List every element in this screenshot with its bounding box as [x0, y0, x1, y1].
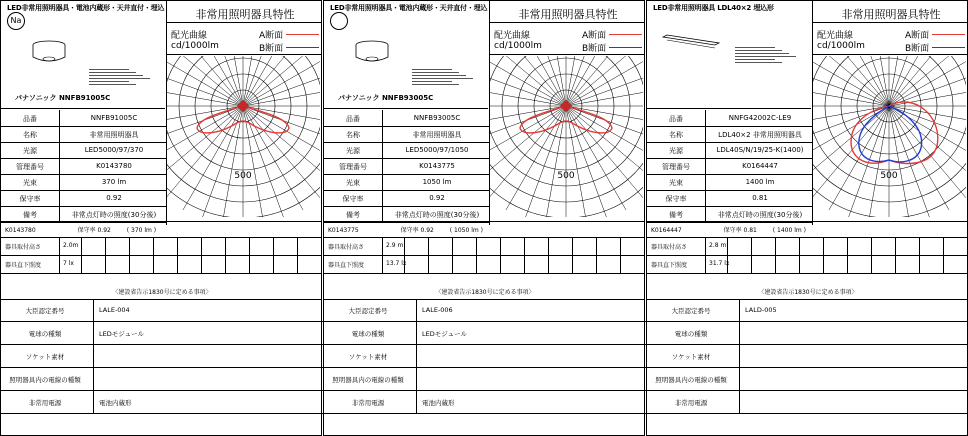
polar-spoke: [566, 65, 643, 106]
spec-key: 品番: [669, 115, 683, 123]
notice-header: 〈建設省告示1830号に定める事項〉: [112, 289, 212, 296]
fixture-illustration: [29, 37, 69, 75]
direct-illum-label: 器具直下照度: [328, 262, 365, 269]
fixture-panel-3: [646, 0, 968, 436]
mount-height-label: 器具取付高さ: [651, 244, 688, 251]
spec-row: [647, 142, 813, 159]
spec-row: [647, 126, 813, 143]
polar-spoke: [813, 56, 889, 106]
spec-row: [1, 110, 167, 127]
spec-row: [324, 158, 490, 175]
mount-height-value: 2.9 m: [386, 242, 404, 249]
b-legend-line: [609, 47, 642, 48]
spec-value: 非常点灯時の照度(30分後): [717, 211, 803, 219]
spec-key: 光束: [669, 179, 683, 187]
polar-spoke: [243, 56, 320, 106]
type-badge: [330, 12, 348, 30]
polar-spoke: [889, 65, 966, 106]
fixture-drawing: [352, 37, 392, 71]
spec-key: 光束: [346, 179, 360, 187]
polar-spoke: [889, 106, 966, 127]
polar-spoke: [868, 56, 889, 106]
polar-spoke: [889, 85, 966, 106]
polar-spoke: [490, 56, 566, 106]
spec-value: 0.92: [106, 194, 122, 202]
spec-key: 備考: [669, 211, 683, 219]
b-section-label: B断面: [259, 44, 284, 54]
notice-key: 大臣認定番号: [671, 307, 711, 315]
fixture-illustration: [661, 31, 721, 55]
polar-spoke: [222, 56, 243, 106]
polar-spoke: [889, 56, 910, 106]
brand-label: パナソニック NNFB93005C: [338, 94, 434, 102]
spec-key: 名称: [23, 131, 37, 139]
k-maint: 保守率 0.92: [400, 227, 434, 234]
direct-illum-value: 7 lx: [63, 260, 74, 267]
notice-value: LEDモジュール: [99, 330, 144, 338]
fixture-panel-2: [323, 0, 645, 436]
notice-row: [1, 368, 323, 390]
spec-row: [324, 142, 490, 159]
spec-key: 保守率: [342, 195, 364, 203]
k-flux: ( 370 lm ): [126, 227, 157, 234]
fixture-drawing: [29, 37, 69, 71]
polar-spoke: [813, 56, 889, 106]
spec-key: 保守率: [19, 195, 41, 203]
type-badge: Na: [7, 12, 25, 30]
a-legend-line: [609, 34, 642, 35]
notice-value: LALE-004: [99, 306, 130, 314]
polar-spoke: [813, 65, 889, 106]
direct-illum-label: 器具直下照度: [651, 262, 688, 269]
b-legend-line: [932, 47, 965, 48]
notice-row: [1, 299, 323, 321]
spec-value: NNFG42002C-LE9: [728, 114, 792, 122]
k-code: K0164447: [651, 227, 682, 234]
spec-value: LDL40S/N/19/25-K(1400): [716, 146, 804, 154]
spec-row: [1, 158, 167, 175]
unit-label: cd/1000lm: [817, 41, 865, 51]
polar-spoke: [566, 56, 587, 106]
notice-value: 電池内蔵形: [422, 399, 455, 407]
light-distribution-chart: [813, 56, 966, 217]
notice-row: [1, 391, 323, 413]
sheet-title: 非常用照明器具特性: [518, 8, 618, 21]
spec-value: LED5000/97/370: [84, 146, 144, 154]
spec-row: [647, 110, 813, 127]
curve-label: 配光曲線: [817, 31, 854, 41]
notice-row: [324, 299, 646, 321]
notice-value: LEDモジュール: [422, 330, 467, 338]
a-section-label: A断面: [582, 31, 607, 41]
spec-value: LDL40×2 非常用照明器具: [718, 131, 802, 139]
spec-key: 光源: [23, 147, 37, 155]
spec-value: 0.92: [429, 194, 445, 202]
polar-spoke: [490, 56, 566, 106]
k-flux: ( 1400 lm ): [772, 227, 806, 234]
a-legend-line: [932, 34, 965, 35]
notice-row: [324, 368, 646, 390]
sheet-title: 非常用照明器具特性: [195, 8, 295, 21]
scale-label: 500: [880, 171, 898, 181]
spec-row: [324, 110, 490, 127]
k-maint: 保守率 0.81: [723, 227, 757, 234]
direct-illum-value: 31.7 lx: [709, 260, 730, 267]
spec-key: 備考: [346, 211, 360, 219]
spec-row: [647, 190, 813, 207]
b-section-label: B断面: [905, 44, 930, 54]
polar-spoke: [566, 56, 643, 106]
spec-value: K0143780: [96, 162, 132, 170]
a-curve: [851, 102, 938, 164]
notice-row: [647, 322, 968, 344]
sheet-title: 非常用照明器具特性: [841, 8, 941, 21]
mount-height-label: 器具取付高さ: [5, 244, 42, 251]
polar-spoke: [243, 85, 320, 106]
polar-spoke: [167, 65, 243, 106]
spec-key: 名称: [669, 131, 683, 139]
polar-spoke: [243, 65, 320, 106]
brand-label: パナソニック NNFB91005C: [15, 94, 111, 102]
spec-key: 管理番号: [16, 163, 44, 171]
spec-value: NNFB93005C: [413, 114, 461, 122]
polar-spoke: [490, 85, 566, 106]
maintenance-line: [651, 225, 967, 234]
spec-value: K0164447: [742, 162, 778, 170]
a-section-label: A断面: [905, 31, 930, 41]
notice-value: LALD-005: [745, 306, 777, 314]
polar-spoke: [566, 56, 643, 106]
panel-caption: LED非常用照明器具・電池内蔵形・天井直付・埋込: [7, 4, 165, 12]
mount-height-value: 2.8 m: [709, 242, 727, 249]
b-legend-line: [286, 47, 319, 48]
notice-row: [647, 368, 968, 390]
spec-key: 品番: [23, 115, 37, 123]
fixture-drawing: [661, 31, 721, 51]
spec-value: 非常用照明器具: [412, 131, 462, 139]
k-flux: ( 1050 lm ): [449, 227, 483, 234]
maintenance-line: [328, 225, 644, 234]
spec-key: 品番: [346, 115, 360, 123]
scale-label: 500: [557, 171, 575, 181]
spec-value: 1050 lm: [422, 178, 452, 186]
spec-row: [647, 174, 813, 191]
polar-spoke: [545, 56, 566, 106]
panel-caption: LED非常用照明器具 LDL40×2 埋込形: [653, 4, 774, 12]
polar-spoke: [566, 56, 643, 106]
direct-illum-row: [324, 255, 646, 273]
direct-illum-label: 器具直下照度: [5, 262, 42, 269]
polar-spoke: [490, 65, 566, 106]
polar-spoke: [889, 56, 966, 106]
fine-print: [735, 45, 805, 65]
direct-illum-row: [1, 255, 323, 273]
spec-key: 光源: [346, 147, 360, 155]
notice-header: 〈建設省告示1830号に定める事項〉: [435, 289, 535, 296]
spec-value: 1400 lm: [745, 178, 775, 186]
mount-height-label: 器具取付高さ: [328, 244, 365, 251]
spec-value: LED5000/97/1050: [405, 146, 469, 154]
fine-print: [89, 67, 159, 87]
unit-label: cd/1000lm: [494, 41, 542, 51]
notice-key: 照明器具内の電線の種類: [655, 376, 727, 384]
mount-height-row: [1, 237, 323, 255]
polar-spoke: [490, 56, 566, 106]
spec-row: [324, 190, 490, 207]
polar-spoke: [167, 85, 243, 106]
curve-label: 配光曲線: [494, 31, 531, 41]
polar-spoke: [566, 85, 643, 106]
notice-key: 電球の種類: [351, 330, 385, 338]
notice-row: [324, 345, 646, 367]
notice-key: 電球の種類: [28, 330, 62, 338]
spec-value: K0143775: [419, 162, 455, 170]
polar-spoke: [889, 56, 966, 106]
notice-value: LALE-006: [422, 306, 453, 314]
notice-value: 電池内蔵形: [99, 399, 132, 407]
polar-spoke: [243, 56, 264, 106]
polar-spoke: [889, 56, 966, 106]
polar-spoke: [243, 56, 320, 106]
spec-row: [324, 126, 490, 143]
a-legend-line: [286, 34, 319, 35]
notice-key: 大臣認定番号: [25, 307, 65, 315]
k-maint: 保守率 0.92: [77, 227, 111, 234]
spec-value: 370 lm: [101, 178, 127, 186]
fine-print: [412, 67, 482, 87]
center-marker: [560, 100, 572, 112]
spec-value: 0.81: [752, 194, 768, 202]
center-marker: [237, 100, 249, 112]
spec-row: [1, 174, 167, 191]
notice-key: ソケット素材: [671, 353, 711, 361]
mount-height-row: [324, 237, 646, 255]
notice-row: [324, 391, 646, 413]
polar-spoke: [813, 85, 889, 106]
notice-row: [1, 345, 323, 367]
notice-key: 非常用電源: [674, 399, 708, 407]
notice-row: [647, 299, 968, 321]
notice-row: [647, 345, 968, 367]
mount-height-value: 2.0m: [63, 242, 79, 249]
fixture-illustration: [352, 37, 392, 75]
notice-key: 照明器具内の電線の種類: [9, 376, 81, 384]
k-code: K0143775: [328, 227, 359, 234]
polar-spoke: [243, 56, 320, 106]
spec-key: 管理番号: [339, 163, 367, 171]
notice-row: [324, 322, 646, 344]
notice-key: 照明器具内の電線の種類: [332, 376, 404, 384]
fixture-panel-1: [0, 0, 322, 436]
a-section-label: A断面: [259, 31, 284, 41]
spec-row: [1, 190, 167, 207]
spec-key: 光源: [669, 147, 683, 155]
notice-row: [647, 391, 968, 413]
spec-key: 保守率: [665, 195, 687, 203]
spec-row: [1, 142, 167, 159]
notice-key: 大臣認定番号: [348, 307, 388, 315]
notice-key: 電球の種類: [674, 330, 708, 338]
polar-spoke: [813, 56, 889, 106]
spec-row: [324, 174, 490, 191]
unit-label: cd/1000lm: [171, 41, 219, 51]
polar-spoke: [167, 56, 243, 106]
light-distribution-chart: [490, 56, 643, 217]
spec-key: 管理番号: [662, 163, 690, 171]
spec-key: 備考: [23, 211, 37, 219]
maintenance-line: [5, 225, 321, 234]
spec-value: 非常用照明器具: [89, 131, 139, 139]
spec-row: [1, 126, 167, 143]
notice-key: 非常用電源: [28, 399, 62, 407]
polar-spoke: [167, 56, 243, 106]
spec-value: NNFB91005C: [90, 114, 138, 122]
notice-key: 非常用電源: [351, 399, 385, 407]
scale-label: 500: [234, 171, 252, 181]
notice-key: ソケット素材: [348, 353, 388, 361]
notice-key: ソケット素材: [25, 353, 65, 361]
spec-value: 非常点灯時の照度(30分後): [71, 211, 157, 219]
b-section-label: B断面: [582, 44, 607, 54]
polar-spoke: [167, 56, 243, 106]
curve-label: 配光曲線: [171, 31, 208, 41]
spec-value: 非常点灯時の照度(30分後): [394, 211, 480, 219]
direct-illum-value: 13.7 lx: [386, 260, 407, 267]
panel-caption: LED非常用照明器具・電池内蔵形・天井直付・埋込: [330, 4, 488, 12]
spec-row: [647, 158, 813, 175]
k-code: K0143780: [5, 227, 36, 234]
light-distribution-chart: [167, 56, 320, 217]
notice-row: [1, 322, 323, 344]
spec-key: 名称: [346, 131, 360, 139]
spec-key: 光束: [23, 179, 37, 187]
notice-header: 〈建設省告示1830号に定める事項〉: [758, 289, 858, 296]
